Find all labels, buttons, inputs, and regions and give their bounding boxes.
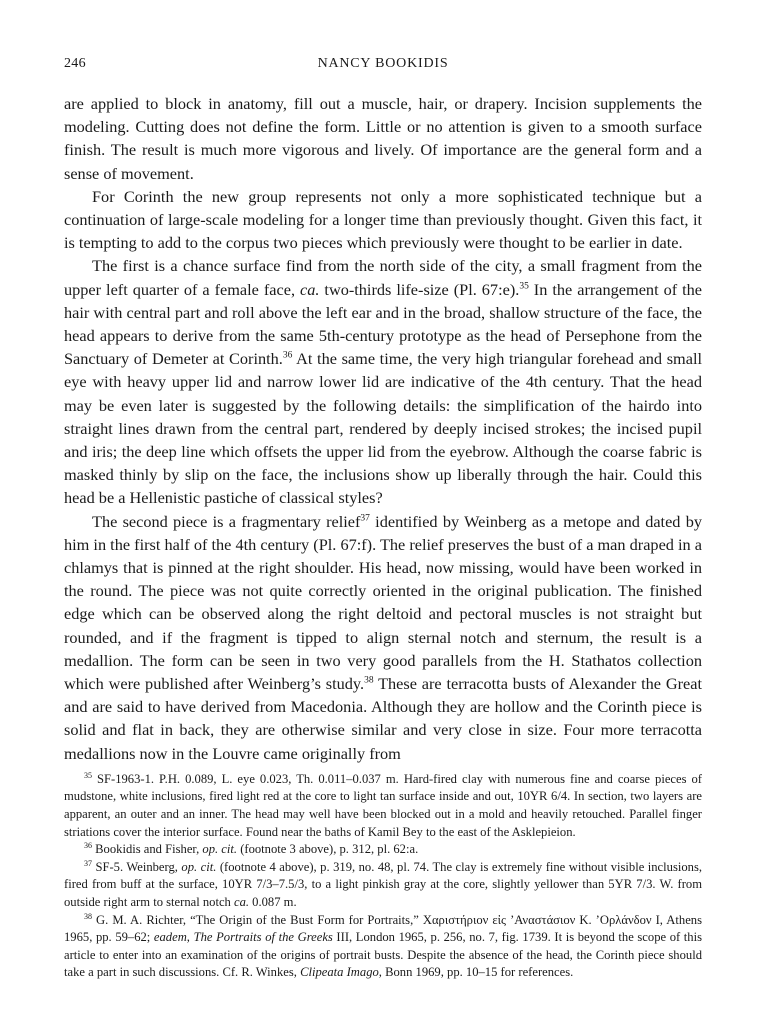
footnote-text: Bookidis and Fisher, — [92, 842, 203, 857]
footnote-text: , — [186, 930, 194, 945]
footnote-number: 36 — [84, 841, 92, 851]
paragraph — [64, 510, 702, 765]
text-run: At the same time, the very high triangular forehead and small eye with heavy upper lid and narrow lower lid are indicative of the 4th century. That the head may be even later is suggested by the following details: the simplification of the hairdo into straight lines drawn from the central part, rendered by deeply incised strokes; the incised pupil and iris; the deep line which offsets the upper lid from the eyebrow. Although the coarse fabric is masked thinly by slip on the face, the inclusions show up liberally through the hair. Could this head be a Hellenistic pastiche of classical styles? — [64, 349, 702, 508]
footnote-text: SF-5. Weinberg, — [92, 859, 182, 874]
text-run: In the arrangement of the hair with central part and roll above the left ear and in the broad, shallow structure of the face, the head appears to derive from the same 5th-century prototype as the head of Persephone from the Sanctuary of Demeter at Corinth. — [64, 279, 703, 369]
footnote-text: SF-1963-1. P.H. 0.089, L. eye 0.023, Th. 0.011–0.037 m. Hard-fired clay with numerous fine and coarse pieces of mudstone, white inclusions, fired light red at the core to light tan surface inside and out, 10YR 6/4. In section, two layers are apparent, an outer and an inner. The head may well have been blocked out in a mold and heavily retouched. Parallel finger striations cover the interior surface. Found near the baths of Kamil Bey to the east of the Asklepieion. — [64, 771, 702, 839]
italic-title: The Portraits of the Greeks — [193, 930, 333, 945]
footnote-number: 37 — [84, 858, 92, 868]
page-number: 246 — [64, 56, 86, 71]
italic-abbrev: op. cit. — [181, 859, 217, 874]
text-run: two-thirds life-size (Pl. 67:e). — [319, 279, 520, 299]
italic-text: eadem — [153, 930, 187, 945]
italic-abbrev: op. cit. — [202, 842, 238, 857]
text-run: The first is a chance surface find from the north side of the city, a small fragment from the upper left quarter of a female face, — [64, 256, 702, 299]
footnote-ref[interactable]: 37 — [360, 513, 370, 524]
footnote-text: 0.087 m. — [249, 895, 297, 910]
paragraph — [64, 185, 702, 255]
main-text — [64, 92, 702, 765]
footnote-text: (footnote 4 above), p. 319, no. 48, pl. 74. The clay is extremely fine without visible inclusions, fired from buff at the surface, 10YR 7/3–7.5/3, to a light pinkish gray at the core, slightly yellower than 5YR 7/3. W. from outside right arm to sternal notch — [64, 859, 702, 910]
footnote-ref[interactable]: 38 — [364, 675, 374, 686]
text-run: identified by Weinberg as a metope and dated by him in the first half of the 4th century (Pl. 67:f). The relief preserves the bust of a man draped in a chlamys that is pinned at the right shoulder. His head, now missing, would have been worked in the round. The piece was not quite correctly oriented in the original publication. The finished edge which can be observed along the right deltoid and pectoral muscles is not straight but rounded, and if the fragment is tipped to align sternal notch and sternum, the result is a medallion. The form can be seen in two very good parallels from the H. Stathatos collection which were published after Weinberg’s study. — [64, 511, 702, 694]
footnote-text: III, London 1965, p. 256, no. 7, fig. 1739. It is beyond the scope of this article to enter into an examination of the origins of portrait busts. Despite the absence of the head, the Corinth piece should take a part in such discussions. Cf. R. Winkes, — [64, 930, 702, 980]
footnote-text: (footnote 3 above), p. 312, pl. 62:a. — [237, 842, 419, 857]
running-head-author: NANCY BOOKIDIS — [317, 56, 449, 71]
text-run: These are terracotta busts of Alexander the Great and are said to have derived from Macedonia. Although they are hollow and the Corinth piece is solid and flat in back, they are otherwise similar and very close in size. Four more terracotta medallions now in the Louvre came originally from — [64, 674, 702, 763]
footnote — [64, 771, 702, 841]
italic-abbrev: ca. — [233, 895, 250, 910]
footnote-ref[interactable]: 36 — [282, 350, 293, 361]
text-run: are applied to block in anatomy, fill out a muscle, hair, or drapery. Incision supplements the modeling. Cutting does not define the form. Little or no attention is given to a smooth surface finish. The result is much more vigorous and lively. Of importance are the general form and a sense of movement. — [64, 94, 702, 183]
footnote-text: G. M. A. Richter, “The Origin of the Bust Form for Portraits,” Χαριστήριον εἰς ’Αναστάσιον Κ. ’Ορλάνδον I, Athens 1965, pp. 59–62; — [64, 912, 702, 945]
page — [64, 56, 702, 982]
paragraph — [64, 254, 702, 509]
footnote — [64, 859, 702, 912]
text-run: The second piece is a fragmentary relief — [92, 511, 361, 531]
footnote — [64, 912, 702, 982]
text-run: For Corinth the new group represents not only a more sophisticated technique but a continuation of large-scale modeling for a longer time than previously thought. Given this fact, it is tempting to add to the corpus two pieces which previously were thought to be earlier in date. — [64, 186, 702, 253]
footnote-number: 35 — [84, 770, 92, 780]
paragraph — [64, 92, 702, 185]
italic-title: Clipeata Imago — [300, 965, 379, 980]
italic-abbrev: ca. — [300, 279, 320, 299]
footnote-ref[interactable]: 35 — [519, 281, 529, 292]
footnotes — [64, 771, 702, 982]
running-header — [64, 56, 702, 80]
footnote — [64, 841, 702, 859]
footnote-number: 38 — [84, 911, 92, 921]
footnote-text: , Bonn 1969, pp. 10–15 for references. — [378, 965, 574, 980]
